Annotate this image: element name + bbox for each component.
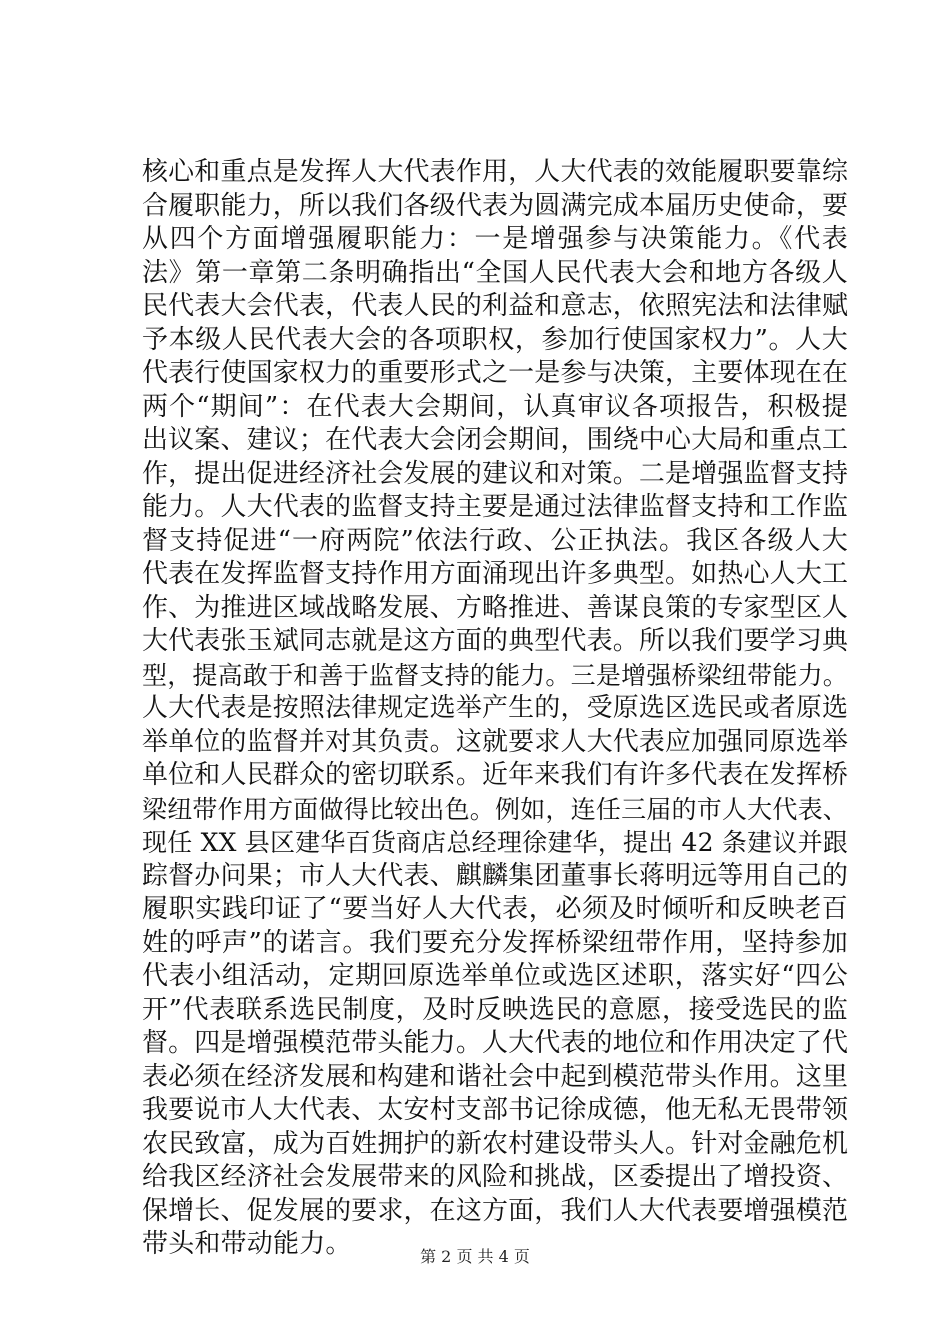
text-line: 督。四是增强模范带头能力。人大代表的地位和作用决定了代 bbox=[142, 1028, 849, 1058]
text-line: 保增长、促发展的要求，在这方面，我们人大代表要增强模范 bbox=[142, 1195, 849, 1226]
text-line: 代表在发挥监督支持作用方面涌现出许多典型。如热心人大工 bbox=[142, 559, 849, 589]
text-line: 两个“期间”：在代表大会期间，认真审议各项报告，积极提 bbox=[142, 391, 848, 422]
text-line: 举单位的监督并对其负责。这就要求人大代表应加强同原选举 bbox=[142, 726, 849, 757]
text-line: 作、为推进区域战略发展、方略推进、善谋良策的专家型区人 bbox=[142, 592, 849, 623]
text-line: 给我区经济社会发展带来的风险和挑战，区委提出了增投资、 bbox=[142, 1162, 849, 1192]
text-line: 踪督办问果；市人大代表、麒麟集团董事长蒋明远等用自己的 bbox=[142, 860, 849, 891]
text-line: 单位和人民群众的密切联系。近年来我们有许多代表在发挥桥 bbox=[142, 760, 849, 790]
text-line: 我要说市人大代表、太安村支部书记徐成德，他无私无畏带领 bbox=[142, 1095, 849, 1125]
text-line: 代表行使国家权力的重要形式之一是参与决策，主要体现在在 bbox=[142, 358, 849, 388]
text-line: 代表小组活动，定期回原选举单位或选区述职，落实好“四公 bbox=[142, 961, 848, 991]
text-line: 履职实践印证了“要当好人大代表，必须及时倾听和反映老百 bbox=[142, 894, 848, 924]
text-line: 民代表大会代表，代表人民的利益和意志，依照宪法和法律赋 bbox=[142, 291, 849, 321]
text-line: 能力。人大代表的监督支持主要是通过法律监督支持和工作监 bbox=[142, 492, 849, 522]
text-line: 型，提高敢于和善于监督支持的能力。三是增强桥梁纽带能力。 bbox=[142, 660, 848, 690]
text-line: 农民致富，成为百姓拥护的新农村建设带头人。针对金融危机 bbox=[142, 1128, 849, 1159]
text-line: 姓的呼声”的诺言。我们要充分发挥桥梁纽带作用，坚持参加 bbox=[142, 927, 848, 958]
text-line: 带头和带动能力。 bbox=[142, 1229, 352, 1259]
text-line: 大代表张玉斌同志就是这方面的典型代表。所以我们要学习典 bbox=[142, 626, 849, 656]
text-line: 法》第一章第二条明确指出“全国人民代表大会和地方各级人 bbox=[142, 257, 848, 288]
text-line: 梁纽带作用方面做得比较出色。例如，连任三届的市人大代表、 bbox=[142, 794, 848, 824]
text-line: 合履职能力，所以我们各级代表为圆满完成本届历史使命，要 bbox=[142, 190, 849, 221]
text-line: 开”代表联系选民制度，及时反映选民的意愿，接受选民的监 bbox=[142, 994, 848, 1025]
text-line: 现任 XX 县区建华百货商店总经理徐建华，提出 42 条建议并跟 bbox=[142, 828, 848, 857]
text-line: 出议案、建议；在代表大会闭会期间，围绕中心大局和重点工 bbox=[142, 425, 849, 455]
text-line: 从四个方面增强履职能力：一是增强参与决策能力。《代表 bbox=[142, 224, 848, 254]
page-footer: 第 2 页 共 4 页 bbox=[420, 1247, 530, 1266]
text-line: 人大代表是按照法律规定选举产生的，受原选区选民或者原选 bbox=[142, 693, 849, 723]
text-line: 予本级人民代表大会的各项职权，参加行使国家权力”。人大 bbox=[142, 324, 848, 355]
text-line: 核心和重点是发挥人大代表作用，人大代表的效能履职要靠综 bbox=[142, 157, 849, 187]
text-line: 作，提出促进经济社会发展的建议和对策。二是增强监督支持 bbox=[142, 458, 849, 489]
body-paragraph bbox=[142, 156, 848, 1262]
text-line: 督支持促进“一府两院”依法行政、公正执法。我区各级人大 bbox=[142, 525, 848, 556]
text-line: 表必须在经济发展和构建和谐社会中起到模范带头作用。这里 bbox=[142, 1061, 849, 1092]
